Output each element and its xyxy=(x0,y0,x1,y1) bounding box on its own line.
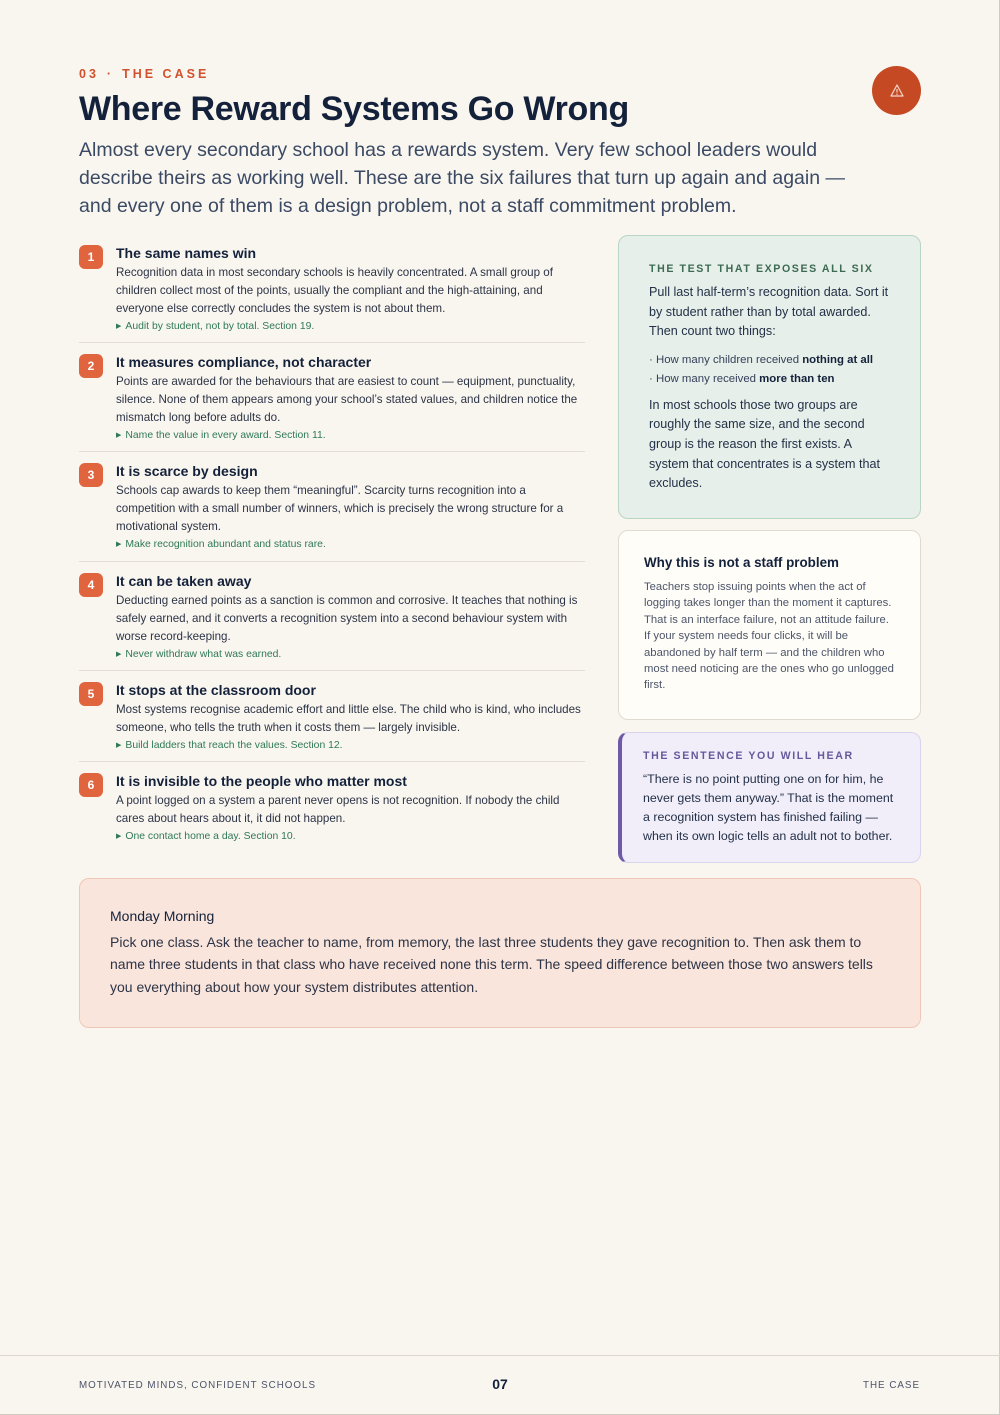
sentence-card-quote: “There is no point putting one on for him, he never gets them anyway.” That is the moment a recognition system has finished failing — when its own logic tells an adult not to bother. xyxy=(643,772,894,843)
test-item-text: How many received xyxy=(655,373,760,386)
test-card-conclusion: In most schools those two groups are roughly the same size, and the second group is the reason the first exists. A system that concentrates is a system that excludes. xyxy=(649,397,880,491)
warning-triangle-icon xyxy=(890,84,904,97)
test-card-item: · How many received more than ten xyxy=(649,373,835,386)
failure-action-text: Audit by student, not by total. Section 19. xyxy=(125,321,315,332)
failure-action-link[interactable] xyxy=(116,321,585,332)
test-item-emphasis: more than ten xyxy=(759,373,835,386)
footer-page-number: 07 xyxy=(492,1376,508,1392)
section-eyebrow xyxy=(79,67,209,81)
failure-title: It is invisible to the people who matter most xyxy=(116,773,407,789)
monday-card-title: Monday Morning xyxy=(110,908,215,924)
monday-morning-card xyxy=(79,878,921,1028)
arrow-right-icon: ▶ xyxy=(116,742,122,749)
test-card-intro: Pull last half-term’s recognition data. Sort it by student rather than by total awarded. Then count two things: xyxy=(649,285,889,339)
failure-title: It is scarce by design xyxy=(116,463,258,479)
failure-action-link[interactable] xyxy=(116,831,585,842)
failure-action-link[interactable] xyxy=(116,740,585,751)
test-card-label: THE TEST THAT EXPOSES ALL SIX xyxy=(649,263,874,275)
failure-item xyxy=(79,343,585,452)
failures-list xyxy=(79,243,585,852)
arrow-right-icon: ▶ xyxy=(116,833,122,840)
failure-number: 6 xyxy=(79,773,103,797)
failure-number: 4 xyxy=(79,573,103,597)
failure-title: The same names win xyxy=(116,245,257,261)
failure-action-text: Never withdraw what was earned. xyxy=(125,649,282,660)
page-title: Where Reward Systems Go Wrong xyxy=(79,90,629,128)
test-card xyxy=(618,235,921,519)
failure-action-link[interactable] xyxy=(116,649,585,660)
monday-card-body: Pick one class. Ask the teacher to name, from memory, the last three students they gave recognition to. Then ask them to name three students in that class who have received none this term. The speed difference between those two answers tells you everything about how your system distributes attention. xyxy=(110,934,873,995)
why-card xyxy=(618,530,921,720)
failure-item xyxy=(79,243,585,343)
failure-body: A point logged on a system a parent never opens is not recognition. If nobody the child cares about hears about it, it did not happen. xyxy=(116,794,560,825)
eyebrow-separator: · xyxy=(106,67,115,81)
test-card-item: · How many children received nothing at all xyxy=(649,353,874,366)
failure-title: It measures compliance, not character xyxy=(116,354,372,370)
failure-body: Most systems recognise academic effort and little else. The child who is kind, who includes someone, who tells the truth when it costs them — largely invisible. xyxy=(116,703,581,734)
test-card-list xyxy=(649,351,891,390)
failure-number: 2 xyxy=(79,354,103,378)
failure-body: Points are awarded for the behaviours that are easiest to count — equipment, punctuality, silence. None of them appears among your school’s stated values, and children notice the mismatch long before adults do. xyxy=(116,375,578,424)
arrow-right-icon: ▶ xyxy=(116,323,122,330)
why-card-body: Teachers stop issuing points when the act of logging takes longer than the moment it captures. That is an interface failure, not an attitude failure. If your system needs four clicks, it will be abandoned by half term — and the children who most need noticing are the ones who go unlogged first. xyxy=(644,581,894,692)
failure-item xyxy=(79,671,585,762)
arrow-right-icon: ▶ xyxy=(116,432,122,439)
failure-body: Deducting earned points as a sanction is common and corrosive. It teaches that nothing is safely earned, and it converts a recognition system into a second behaviour system with worse record-keeping. xyxy=(116,594,578,643)
failure-title: It stops at the classroom door xyxy=(116,682,316,698)
footer-divider xyxy=(0,1355,1000,1356)
footer-book-title: MOTIVATED MINDS, CONFIDENT SCHOOLS xyxy=(79,1380,317,1391)
failure-action-text: Name the value in every award. Section 11. xyxy=(125,430,326,441)
failure-action-text: One contact home a day. Section 10. xyxy=(125,831,296,842)
failure-action-link[interactable] xyxy=(116,430,585,441)
warning-icon xyxy=(872,66,921,115)
sentence-card-label: THE SENTENCE YOU WILL HEAR xyxy=(643,750,854,762)
failure-item xyxy=(79,762,585,852)
failure-number: 1 xyxy=(79,245,103,269)
failure-item xyxy=(79,452,585,562)
test-item-text: How many children received xyxy=(655,353,803,366)
failure-title: It can be taken away xyxy=(116,573,252,589)
failure-action-link[interactable] xyxy=(116,539,585,550)
arrow-right-icon: ▶ xyxy=(116,541,122,548)
failure-body: Schools cap awards to keep them “meaningful”. Scarcity turns recognition into a competition with a small number of winners, which is precisely the wrong structure for a motivational system. xyxy=(116,484,564,533)
footer-section-name: THE CASE xyxy=(863,1380,920,1391)
section-label: THE CASE xyxy=(122,67,210,81)
page-lede: Almost every secondary school has a rewards system. Very few school leaders would describe theirs as working well. These are the six failures that turn up again and again — and every one of them is a design problem, not a staff commitment problem. xyxy=(79,139,845,217)
sentence-card xyxy=(618,732,921,863)
failure-action-text: Make recognition abundant and status rare. xyxy=(125,539,326,550)
test-item-emphasis: nothing at all xyxy=(802,353,874,366)
failure-action-text: Build ladders that reach the values. Section 12. xyxy=(125,740,343,751)
section-number: 03 xyxy=(79,67,99,81)
arrow-right-icon: ▶ xyxy=(116,651,122,658)
failure-body: Recognition data in most secondary schools is heavily concentrated. A small group of children collect most of the points, usually the compliant and the high-attaining, and everyone else correctly concludes the system is not about them. xyxy=(116,266,553,315)
failure-number: 3 xyxy=(79,463,103,487)
why-card-title: Why this is not a staff problem xyxy=(644,555,839,570)
failure-number: 5 xyxy=(79,682,103,706)
failure-item xyxy=(79,562,585,671)
